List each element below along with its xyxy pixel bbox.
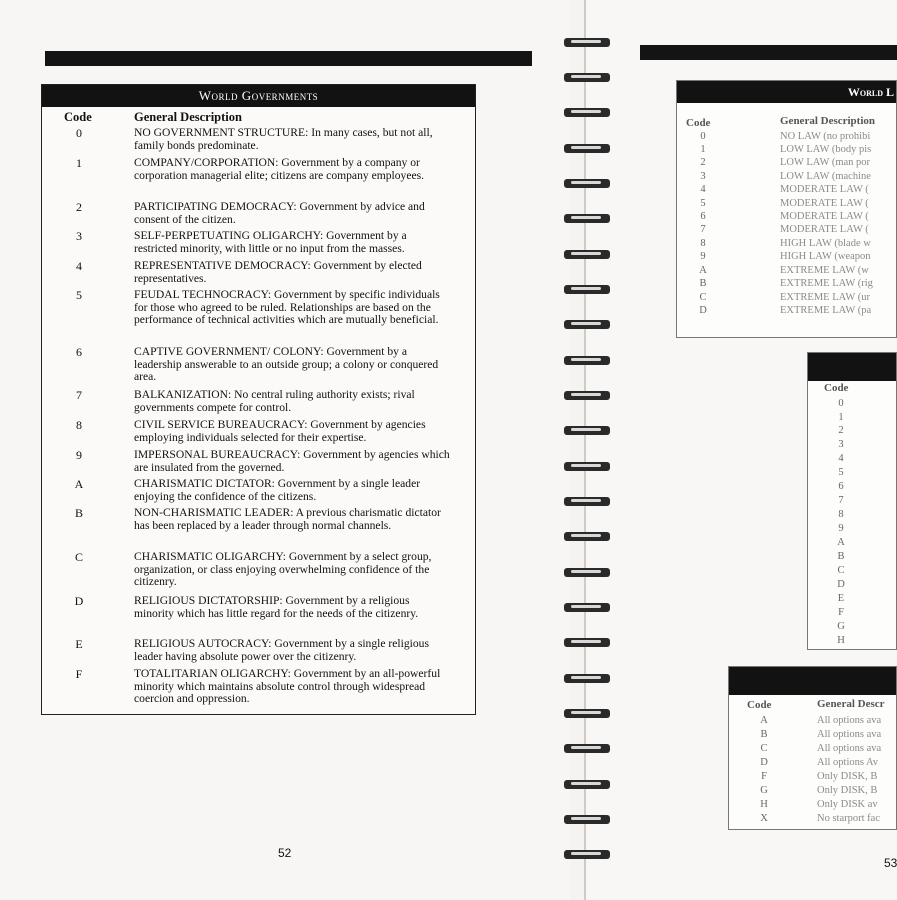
mid-row-code: B: [837, 551, 845, 562]
starport-column-header-code: Code: [747, 699, 772, 711]
starport-row-description: All options Av: [817, 757, 879, 768]
starport-row-code: C: [760, 743, 768, 754]
binding-ring: [564, 177, 610, 191]
law-row-description: LOW LAW (body pis: [780, 144, 872, 155]
starport-row-code: D: [760, 757, 768, 768]
page-number-left: 52: [278, 846, 292, 860]
law-row-code: 6: [700, 211, 706, 222]
binding-ring: [564, 636, 610, 650]
starport-row-description: Only DISK, B: [817, 771, 878, 782]
binding-ring: [564, 106, 610, 120]
starport-row-description: Only DISK av: [817, 799, 878, 810]
law-row-description: EXTREME LAW (w: [780, 265, 869, 276]
mid-row-code: G: [837, 621, 845, 632]
starport-row-code: H: [760, 799, 768, 810]
spiral-binding: [560, 30, 612, 870]
row-description: RELIGIOUS DICTATORSHIP: Government by a religious minority which has little regard for the needs of the citizenry.: [134, 594, 419, 620]
law-row-description: MODERATE LAW (: [780, 211, 869, 222]
law-row-code: 5: [700, 198, 706, 209]
mid-row-code: H: [837, 635, 845, 646]
starport-row-description: All options ava: [817, 715, 882, 726]
row-description: SELF-PERPETUATING OLIGARCHY: Government by a restricted minority, with little or no input from the masses.: [134, 229, 407, 255]
row-code: 7: [76, 388, 82, 402]
law-row-description: LOW LAW (man por: [780, 157, 871, 168]
column-header-code: Code: [64, 110, 92, 124]
starport-table: [728, 666, 897, 830]
page-number-right: 53: [884, 856, 897, 870]
left-header-bar: [45, 51, 532, 66]
row-description: CHARISMATIC OLIGARCHY: Government by a select group, organization, or class enjoying overwhelming confidence of the citizenry.: [134, 550, 432, 589]
mid-row-code: D: [837, 579, 845, 590]
law-row-description: MODERATE LAW (: [780, 198, 869, 209]
binding-ring: [564, 672, 610, 686]
law-row-code: 9: [700, 251, 706, 262]
row-code: 8: [76, 418, 82, 432]
binding-ring: [564, 566, 610, 580]
starport-table-title-bar: [729, 667, 896, 695]
binding-ring: [564, 530, 610, 544]
binding-ring: [564, 601, 610, 615]
law-row-description: MODERATE LAW (: [780, 184, 869, 195]
law-row-code: 3: [700, 171, 706, 182]
starport-row-code: G: [760, 785, 768, 796]
law-row-description: EXTREME LAW (pa: [780, 305, 872, 316]
row-code: 1: [76, 156, 82, 170]
binding-ring: [564, 36, 610, 50]
mid-row-code: 6: [838, 481, 844, 492]
starport-row-code: X: [760, 813, 768, 824]
starport-row-code: A: [760, 715, 768, 726]
law-row-description: LOW LAW (machine: [780, 171, 871, 182]
binding-ring: [564, 142, 610, 156]
binding-ring: [564, 212, 610, 226]
row-code: 9: [76, 448, 82, 462]
mid-row-code: 7: [838, 495, 844, 506]
right-header-bar: [640, 45, 897, 60]
law-row-description: EXTREME LAW (ur: [780, 292, 870, 303]
row-code: F: [75, 667, 83, 681]
row-code: 3: [76, 229, 82, 243]
mid-row-code: 4: [838, 453, 844, 464]
binding-ring: [564, 495, 610, 509]
row-description: REPRESENTATIVE DEMOCRACY: Government by elected representatives.: [134, 259, 422, 285]
mid-row-code: 8: [838, 509, 844, 520]
row-code: A: [74, 477, 84, 491]
binding-ring: [564, 778, 610, 792]
row-description: PARTICIPATING DEMOCRACY: Government by advice and consent of the citizen.: [134, 200, 425, 226]
law-row-code: 0: [700, 131, 706, 142]
starport-row-description: No starport fac: [817, 813, 880, 824]
binding-ring: [564, 71, 610, 85]
row-description: NO GOVERNMENT STRUCTURE: In many cases, but not all, family bonds predominate.: [134, 126, 433, 152]
law-column-header-code: Code: [686, 117, 711, 129]
law-table-title: World L: [677, 81, 896, 103]
column-header-description: General Description: [134, 110, 242, 124]
table-title: World Governments: [42, 85, 475, 107]
binding-ring: [564, 389, 610, 403]
mid-row-code: F: [838, 607, 844, 618]
mid-column-header-code: Code: [824, 382, 849, 394]
mid-table-title-bar: [808, 353, 896, 381]
starport-row-code: F: [761, 771, 767, 782]
law-row-description: HIGH LAW (weapon: [780, 251, 871, 262]
binding-ring: [564, 460, 610, 474]
law-row-description: MODERATE LAW (: [780, 224, 869, 235]
binding-ring: [564, 848, 610, 862]
law-row-code: 7: [700, 224, 706, 235]
row-code: 5: [76, 288, 82, 302]
row-description: NON-CHARISMATIC LEADER: A previous charismatic dictator has been replaced by a leader through normal channels.: [134, 506, 441, 532]
law-row-code: 4: [700, 184, 706, 195]
world-law-table: [676, 80, 897, 338]
row-description: FEUDAL TECHNOCRACY: Government by specific individuals for those who agreed to be ruled. Relationships are based on the performance of technical activities which are mutually beneficial.: [134, 288, 440, 327]
starport-column-header-description: General Descr: [817, 698, 885, 710]
binding-ring: [564, 707, 610, 721]
law-row-description: NO LAW (no prohibi: [780, 131, 871, 142]
mid-row-code: 9: [838, 523, 844, 534]
row-description: BALKANIZATION: No central ruling authority exists; rival governments compete for control.: [134, 388, 415, 414]
mid-row-code: 1: [838, 412, 844, 423]
mid-row-code: 5: [838, 467, 844, 478]
row-description: CHARISMATIC DICTATOR: Government by a single leader enjoying the confidence of the citizens.: [134, 477, 421, 503]
row-description: CAPTIVE GOVERNMENT/ COLONY: Government by a leadership answerable to an outside group; a colony or conquered area.: [134, 345, 439, 384]
world-governments-table: [41, 84, 476, 715]
mid-row-code: E: [837, 593, 845, 604]
binding-ring: [564, 318, 610, 332]
mid-row-code: 3: [838, 439, 844, 450]
row-code: 6: [76, 345, 82, 359]
row-description: COMPANY/CORPORATION: Government by a company or corporation managerial elite; citizens are company employees.: [134, 156, 425, 182]
law-column-header-description: General Description: [780, 115, 876, 127]
row-description: TOTALITARIAN OLIGARCHY: Government by an all-powerful minority which maintains absolute control through widespread coercion and oppression.: [134, 667, 441, 706]
law-row-description: HIGH LAW (blade w: [780, 238, 871, 249]
row-code: D: [74, 594, 84, 608]
row-code: B: [74, 506, 83, 520]
starport-row-description: All options ava: [817, 743, 882, 754]
binding-ring: [564, 283, 610, 297]
starport-row-description: Only DISK, B: [817, 785, 878, 796]
row-description: IMPERSONAL BUREAUCRACY: Government by agencies which are insulated from the governed.: [134, 448, 450, 474]
law-row-code: B: [699, 278, 707, 289]
row-code: 4: [76, 259, 82, 273]
binding-ring: [564, 813, 610, 827]
starport-row-description: All options ava: [817, 729, 882, 740]
binding-ring: [564, 424, 610, 438]
law-row-code: A: [699, 265, 707, 276]
law-row-code: D: [699, 305, 707, 316]
row-code: E: [75, 637, 83, 651]
mid-row-code: A: [837, 537, 845, 548]
binding-ring: [564, 354, 610, 368]
starport-row-code: B: [760, 729, 768, 740]
law-row-code: 2: [700, 157, 706, 168]
binding-ring: [564, 248, 610, 262]
row-description: RELIGIOUS AUTOCRACY: Government by a single religious leader having absolute power over the citizenry.: [134, 637, 429, 663]
mid-row-code: 2: [838, 425, 844, 436]
row-code: 0: [76, 126, 82, 140]
law-row-code: 8: [700, 238, 706, 249]
row-description: CIVIL SERVICE BUREAUCRACY: Government by agencies employing individuals selected for their expertise.: [134, 418, 426, 444]
row-code: C: [74, 550, 83, 564]
row-code: 2: [76, 200, 82, 214]
binding-ring: [564, 742, 610, 756]
mid-code-table: [807, 352, 897, 650]
mid-row-code: 0: [838, 398, 844, 409]
law-row-description: EXTREME LAW (rig: [780, 278, 873, 289]
law-row-code: 1: [700, 144, 706, 155]
law-row-code: C: [699, 292, 707, 303]
mid-row-code: C: [837, 565, 845, 576]
